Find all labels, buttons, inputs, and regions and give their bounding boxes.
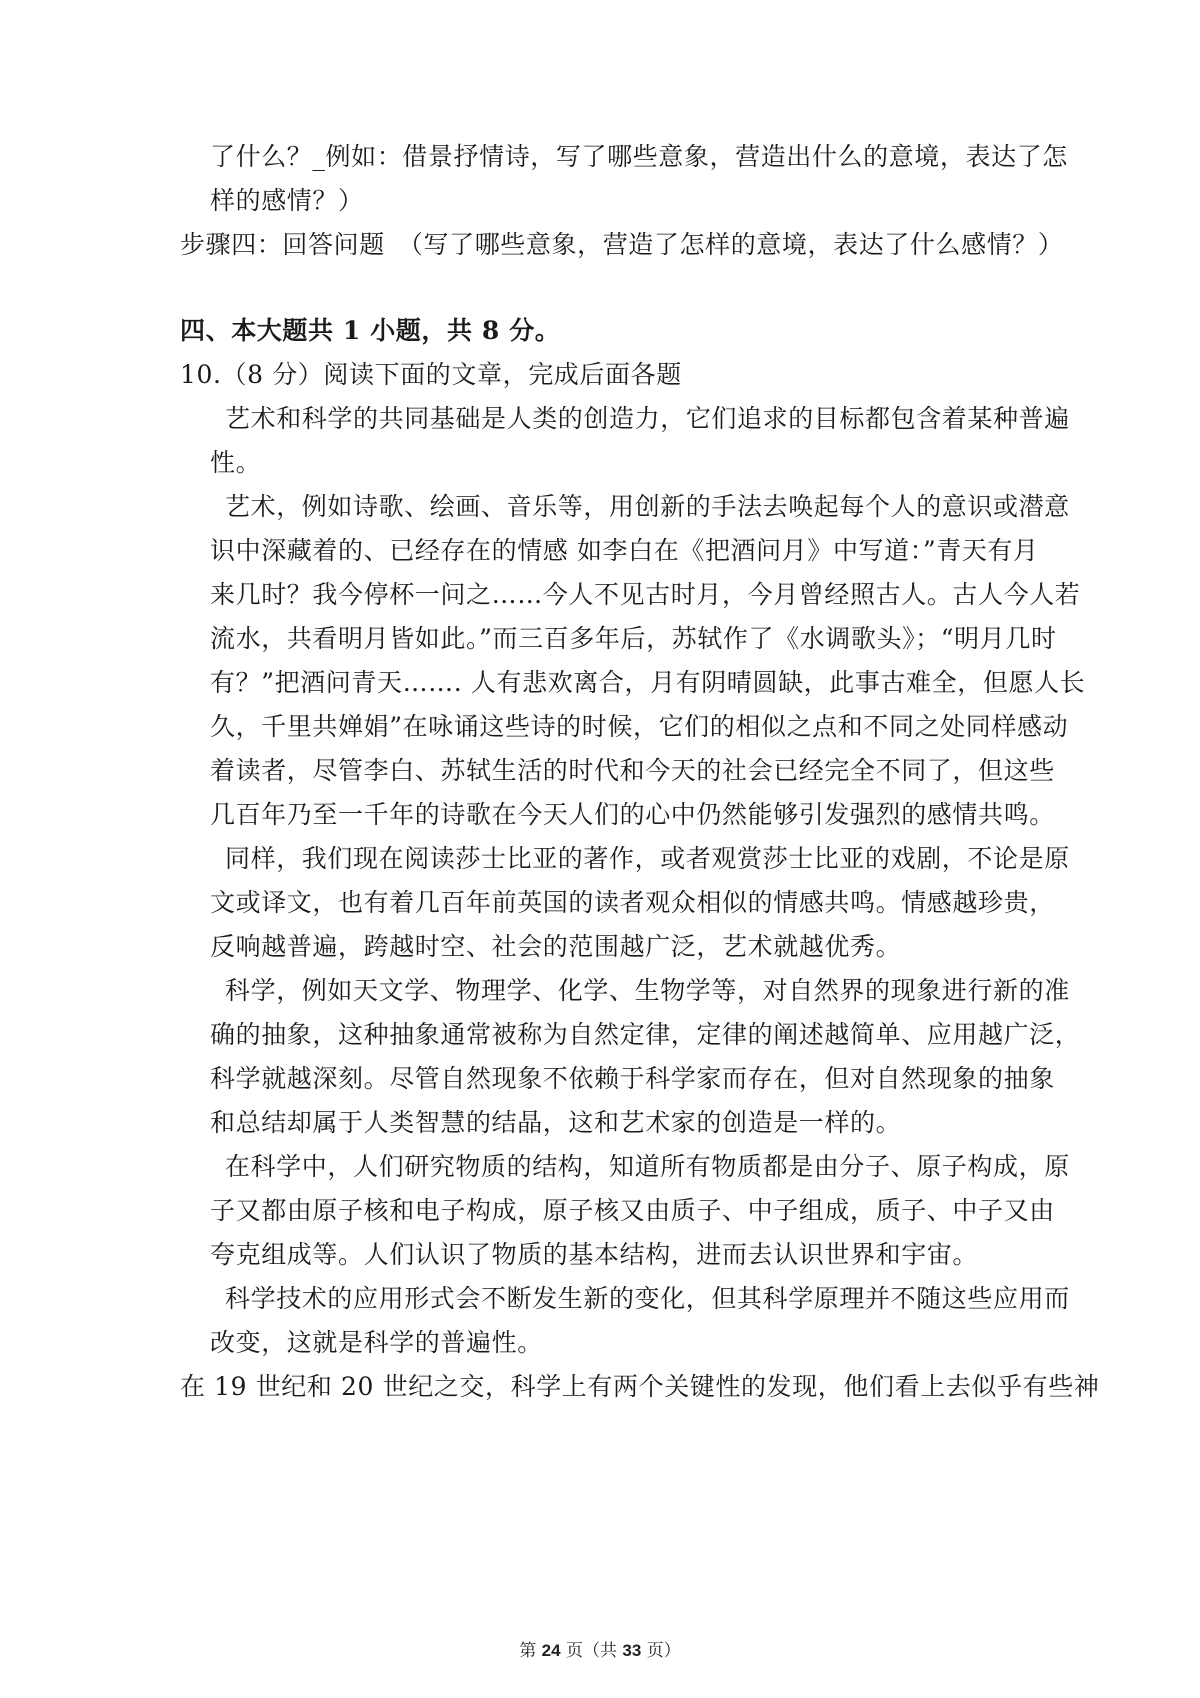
article-line: 子又都由原子核和电子构成，原子核又由质子、中子组成，质子、中子又由	[210, 1196, 1055, 1225]
article-line: 久，千里共婵娟”在咏诵这些诗的时候，它们的相似之点和不同之处同样感动	[210, 712, 1069, 741]
article-line: 艺术和科学的共同基础是人类的创造力，它们追求的目标都包含着某种普遍	[225, 404, 1070, 433]
current-page-number: 24	[541, 1641, 561, 1660]
article-line: 夸克组成等。人们认识了物质的基本结构，进而去认识世界和宇宙。	[210, 1240, 979, 1269]
footer-mid: 页（共	[566, 1641, 617, 1661]
article-line: 在科学中，人们研究物质的结构，知道所有物质都是由分子、原子构成，原	[225, 1152, 1070, 1181]
article-line: 艺术，例如诗歌、绘画、音乐等，用创新的手法去唤起每个人的意识或潜意	[225, 492, 1070, 521]
article-line: 同样，我们现在阅读莎士比亚的著作，或者观赏莎士比亚的戏剧，不论是原	[225, 844, 1070, 873]
article-line: 着读者，尽管李白、苏轼生活的时代和今天的社会已经完全不同了，但这些	[210, 756, 1055, 785]
footer-suffix: 页）	[646, 1641, 681, 1661]
article-line: 有？”把酒问青天……. 人有悲欢离合，月有阴晴圆缺，此事古难全，但愿人长	[210, 668, 1086, 697]
article-line: 改变，这就是科学的普遍性。	[210, 1328, 543, 1357]
article-line: 反响越普遍，跨越时空、社会的范围越广泛，艺术就越优秀。	[210, 932, 902, 961]
article-line: 几百年乃至一千年的诗歌在今天人们的心中仍然能够引发强烈的感情共鸣。	[210, 800, 1055, 829]
article-line: 确的抽象，这种抽象通常被称为自然定律，定律的阐述越简单、应用越广泛，	[210, 1020, 1081, 1049]
footer-prefix: 第	[519, 1641, 537, 1661]
article-line: 识中深藏着的、已经存在的情感 如李白在《把酒问月》中写道：”青天有月	[210, 536, 1039, 565]
article-line: 在 19 世纪和 20 世纪之交，科学上有两个关键性的发现，他们看上去似乎有些神	[180, 1372, 1100, 1401]
article-line: 科学就越深刻。尽管自然现象不依赖于科学家而存在，但对自然现象的抽象	[210, 1064, 1055, 1093]
total-page-count: 33	[622, 1641, 642, 1660]
step-four-line: 步骤四：回答问题 （写了哪些意象，营造了怎样的意境，表达了什么感情？）	[180, 230, 1064, 259]
article-line: 文或译文，也有着几百年前英国的读者观众相似的情感共鸣。情感越珍贵，	[210, 888, 1055, 917]
article-line: 科学，例如天文学、物理学、化学、生物学等，对自然界的现象进行新的准	[225, 976, 1070, 1005]
intro-line-1: 了什么？_例如：借景抒情诗，写了哪些意象，营造出什么的意境，表达了怎	[210, 142, 1068, 171]
article-line: 科学技术的应用形式会不断发生新的变化，但其科学原理并不随这些应用而	[225, 1284, 1070, 1313]
article-line: 性。	[210, 448, 262, 477]
article-line: 来几时？我今停杯一问之……今人不见古时月，今月曾经照古人。古人今人若	[210, 580, 1081, 609]
page-footer	[0, 1640, 1200, 1662]
article-line: 和总结却属于人类智慧的结晶，这和艺术家的创造是一样的。	[210, 1108, 902, 1137]
article-line: 流水，共看明月皆如此。”而三百多年后，苏轼作了《水调歌头》；“明月几时	[210, 624, 1057, 653]
question-stem: 10.（8 分）阅读下面的文章，完成后面各题	[180, 360, 682, 389]
intro-line-2: 样的感情？）	[210, 186, 364, 215]
section-heading: 四、本大题共 1 小题，共 8 分。	[180, 316, 561, 345]
